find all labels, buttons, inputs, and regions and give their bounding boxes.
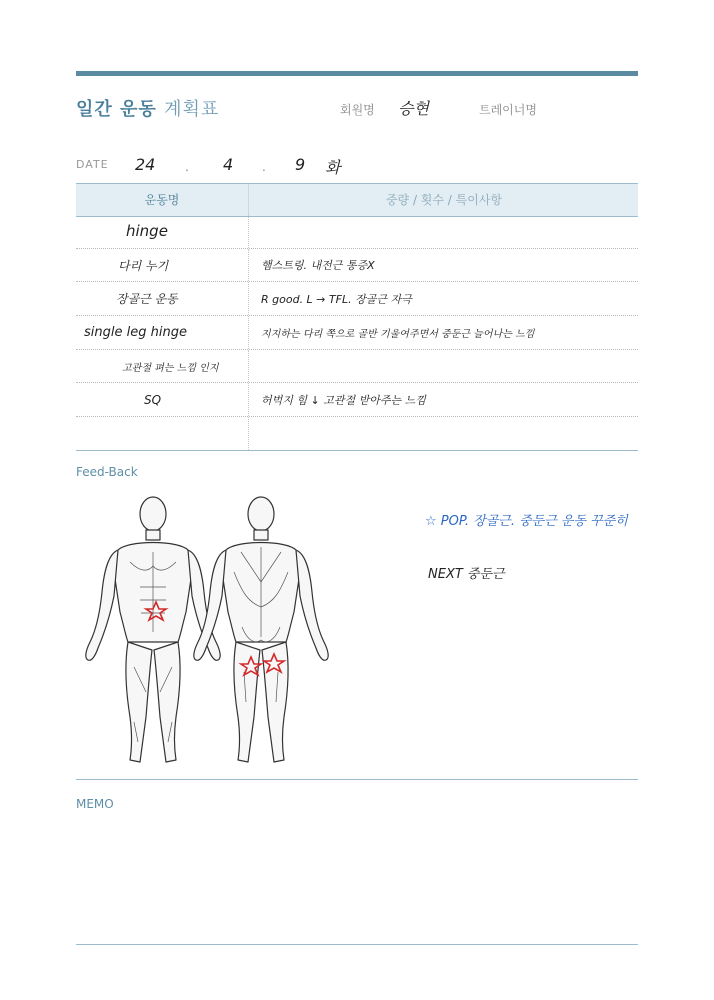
member-value[interactable]: 승현 [398, 99, 429, 118]
row-exercise[interactable] [76, 417, 248, 450]
memo-label: MEMO [76, 797, 114, 811]
title-bold: 일간 운동 [76, 99, 157, 120]
table-row [76, 383, 638, 417]
table-header [76, 183, 638, 217]
feedback-note-next[interactable]: NEXT 중둔근 [428, 567, 505, 582]
row-details[interactable]: 지지하는 다리 쪽으로 골반 기울여주면서 중둔근 늘어나는 느낌 [248, 316, 638, 349]
date-label: DATE [76, 158, 109, 171]
table-row [76, 417, 638, 451]
row-details[interactable]: R good. L → TFL. 장골근 자극 [248, 282, 638, 315]
date-month[interactable]: 4 [223, 155, 234, 174]
table-row [76, 350, 638, 384]
feedback-note-blue[interactable]: ☆ POP. 장골근. 중둔근 운동 꾸준히 [425, 514, 628, 529]
table-row [76, 215, 638, 249]
feedback-divider [76, 779, 638, 780]
row-exercise[interactable]: 장골근 운동 [116, 292, 178, 307]
row-exercise[interactable]: SQ [144, 392, 162, 407]
back-body-figure[interactable] [186, 492, 336, 770]
row-exercise[interactable]: 고관절 펴는 느낌 인지 [122, 362, 219, 374]
bottom-divider [76, 944, 638, 945]
page-title [76, 95, 219, 121]
exercise-table [76, 215, 638, 451]
row-details[interactable] [248, 350, 638, 383]
date-day[interactable]: 9 [295, 155, 306, 174]
col-exercise-header: 운동명 [144, 193, 180, 207]
row-details[interactable]: 허벅지 힘 ↓ 고관절 받아주는 느낌 [248, 383, 638, 416]
member-label: 회원명 [340, 103, 375, 117]
date-weekday[interactable]: 화 [325, 158, 341, 177]
date-sep-2: . [262, 160, 266, 174]
table-row [76, 249, 638, 283]
top-accent-bar [76, 71, 638, 76]
date-sep-1: . [185, 160, 189, 174]
trainer-label: 트레이너명 [479, 103, 537, 117]
row-details[interactable] [248, 417, 638, 450]
col-details-header: 중량 / 횟수 / 특이사항 [248, 184, 639, 216]
table-row [76, 316, 638, 350]
table-row [76, 282, 638, 316]
row-exercise[interactable]: 다리 누기 [118, 258, 169, 273]
title-light: 계획표 [164, 99, 220, 120]
memo-area[interactable] [76, 820, 638, 940]
feedback-label: Feed-Back [76, 465, 138, 479]
date-year[interactable]: 24 [135, 155, 156, 174]
row-exercise[interactable]: single leg hinge [84, 324, 187, 340]
row-exercise[interactable]: hinge [126, 222, 168, 241]
row-details[interactable] [248, 215, 638, 248]
row-details[interactable]: 햄스트링. 내전근 통증X [248, 249, 638, 282]
